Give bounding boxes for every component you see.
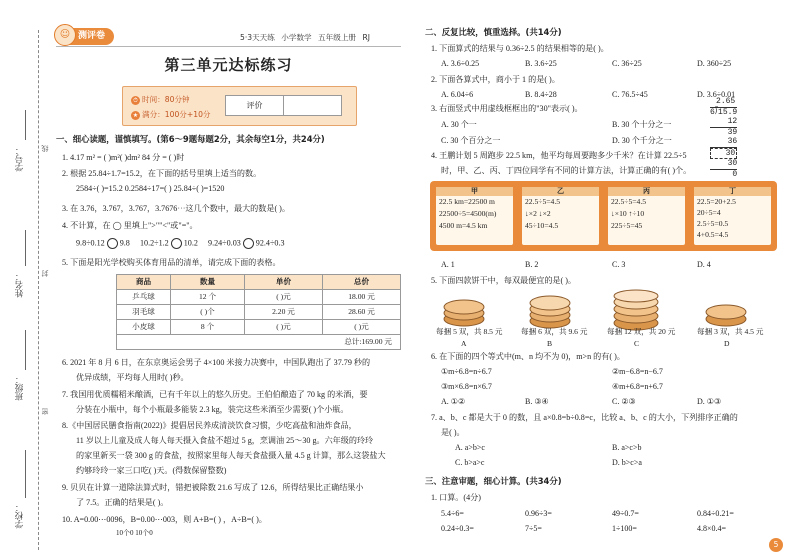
table-cell: 12 个: [171, 290, 245, 305]
compare-circle-1[interactable]: [107, 238, 118, 249]
s1-q8-line4: 约够玲玲一家三口吃( )天。(得数保留整数): [76, 466, 227, 475]
s2-q1-opt-b[interactable]: B. 3.6÷25: [525, 59, 557, 68]
s1-q8-line3: 的家里新买一袋 300 g 的食盐，按照家里每人每天食盐摄入量 4.5 g 计算，那么这袋盐大: [76, 451, 386, 460]
compare-right-3: 92.4÷0.3: [255, 238, 285, 248]
division-quotient: 2.65: [710, 97, 737, 108]
s2-q6-eq4: ④m+6.8=n+6.7: [612, 382, 663, 391]
s2-q3: 3. 右面竖式中用虚线框框出的"30"表示( )。: [431, 104, 583, 113]
student-id-label: 学号：: [14, 146, 24, 172]
section2-title: 二、反复比较，慎重选择。(共14分): [425, 27, 562, 37]
compare-right-1: 9.8: [119, 238, 130, 248]
s1-q9-line: 了 7.5。正确的结果是( )。: [76, 498, 169, 507]
method-ding: [694, 187, 771, 245]
s2-q1-opt-a[interactable]: A. 3.6÷0.25: [441, 59, 480, 68]
grade-table: [225, 95, 342, 116]
division-step: 36: [710, 137, 737, 148]
table-header-row: [117, 275, 401, 290]
header-bar: [56, 28, 114, 45]
long-division: [710, 97, 737, 179]
table-row: [117, 290, 401, 305]
table-cell: 18.00 元: [323, 290, 401, 305]
section1-title: 一、细心读题，谨慎填写。(第6～9题每题2分，其余每空1分，共24分): [56, 134, 325, 144]
s2-q3-opt-c[interactable]: C. 30 个百分之一: [441, 136, 501, 145]
logo-label: 测评卷: [78, 31, 106, 42]
table-cell: 小皮球: [117, 320, 171, 335]
s2-q2-opt-b[interactable]: B. 8.4÷28: [525, 90, 557, 99]
s1-q2-line: 2584÷( )=15.2 0.2584÷17=( ) 25.84÷( )=1520: [76, 184, 225, 193]
grade-label: 评价: [226, 96, 284, 116]
compare-right-2: 10.2: [183, 238, 198, 248]
method-head: 丁: [694, 187, 771, 196]
oral-calc-item[interactable]: 0.96÷3=: [525, 509, 552, 518]
page-title: 第三单元达标练习: [164, 56, 293, 74]
grade-field[interactable]: [284, 96, 342, 116]
compare-left-2: 10.2÷1.2: [139, 238, 169, 248]
oral-calc-item[interactable]: 0.24÷0.3=: [441, 524, 474, 533]
method-line: 225÷5=45: [611, 221, 643, 230]
name-field[interactable]: [25, 230, 26, 266]
compare-left-3: 9.24÷0.03: [208, 238, 241, 248]
s3-q1: 1. 口算。(4分): [431, 493, 481, 502]
cookie-caption-a: 每捆 5 双，共 8.5 元: [436, 327, 503, 336]
s1-q10-subscript: 10个0 10个0: [116, 529, 153, 537]
cookie-caption-b: 每捆 6 双，共 9.6 元: [521, 327, 588, 336]
s2-q1: 1. 下面算式的结果与 0.36÷2.5 的结果相等的是( )。: [431, 44, 609, 53]
division-step: 12: [710, 117, 737, 128]
compare-circle-2[interactable]: [171, 238, 182, 249]
s2-q7-opt-d[interactable]: D. b>c>a: [612, 458, 642, 467]
cut-line: [38, 30, 39, 550]
s1-q5: 5. 下面是阳光学校购买体育用品的清单，请完成下面的表格。: [62, 258, 281, 267]
time-info: [131, 95, 190, 105]
s1-q7-line: 分装在小瓶中，每个小瓶最多能装 2.3 kg，装完这些米酒至少需要( )个小瓶。: [76, 405, 349, 414]
table-cell: 乒乓球: [117, 290, 171, 305]
method-line: ↓×10 ↑÷10: [611, 209, 645, 218]
s2-q7: 7. a、b、c 都是大于 0 的数，且 a×0.8=b÷0.8=c，比较 a、b、c 的大小，下列排序正确的: [431, 413, 738, 422]
s2-q6-opt-a[interactable]: A. ①②: [441, 397, 466, 406]
s1-q4-items: [76, 238, 285, 249]
time-text: 时间：80分钟: [142, 95, 190, 104]
s1-q9: 9. 贝贝在计算一道除法算式时，错把被除数 21.6 写成了 12.6，所得结果比正确结果小: [62, 483, 364, 492]
methods-strip: [430, 181, 777, 251]
compare-left-1: 9.8÷0.12: [76, 238, 105, 248]
division-dividend: 6⟌15.9: [710, 107, 738, 117]
star-icon: ★: [132, 111, 139, 119]
gutter-mark-dense: 密: [41, 408, 49, 415]
oral-calc-item[interactable]: 49÷0.7=: [612, 509, 639, 518]
method-bing: [608, 187, 685, 245]
school-field[interactable]: [25, 450, 26, 498]
s2-q6-eq3: ③m×6.8=n×6.7: [441, 382, 492, 391]
division-step: 30: [710, 159, 737, 170]
cookie-caption-d: 每捆 3 双，共 4.5 元: [697, 327, 764, 336]
s2-q6: 6. 在下面的四个等式中(m、n 均不为 0)，m>n 的有( )。: [431, 352, 625, 361]
s2-q6-eq1: ①m÷6.8=n÷6.7: [441, 367, 492, 376]
method-line: 22.5÷5=4.5: [611, 197, 647, 206]
s1-q2: 2. 根据 25.84÷1.7=15.2，在下面的括号里填上适当的数。: [62, 169, 262, 178]
cookie-pack-a[interactable]: [444, 300, 484, 326]
s2-q4-opt-c[interactable]: C. 3: [612, 260, 626, 269]
cookie-letter-b[interactable]: B: [547, 339, 553, 348]
method-line: ↓×2 ↓×2: [525, 209, 551, 218]
oral-calc-item[interactable]: 1÷100=: [612, 524, 637, 533]
s2-q2: 2. 下面各算式中，商小于 1 的是( )。: [431, 75, 560, 84]
method-line: 22.5÷5=4.5: [525, 197, 561, 206]
table-total-row: [117, 335, 401, 350]
school-label: 学校：: [14, 503, 24, 529]
table-row: [117, 305, 401, 320]
col-total: 总价: [323, 275, 401, 290]
cookie-caption-c: 每捆 12 双，共 20 元: [607, 327, 676, 336]
table-cell: 8 个: [171, 320, 245, 335]
s2-q7-opt-a[interactable]: A. a>b>c: [455, 443, 485, 452]
section3-title: 三、注意审题，细心计算。(共34分): [425, 476, 562, 486]
s1-q1: 1. 4.17 m² = ( )m²( )dm² 84 分 = ( )时: [62, 153, 185, 162]
s2-q2-opt-a[interactable]: A. 6.04÷6: [441, 90, 474, 99]
purchase-table: [116, 274, 401, 350]
cookie-letter-a[interactable]: A: [461, 339, 467, 348]
s1-q8-line2: 11 岁以上儿童及成人每人每天摄入食盐不超过 5 g，烹调油 25～30 g。六年级的玲玲: [76, 436, 374, 445]
method-jia: [436, 187, 513, 245]
s2-q7-opt-c[interactable]: C. b>a>c: [455, 458, 485, 467]
cookie-letter-d[interactable]: D: [724, 339, 730, 348]
s1-q4: 4. 不计算，在 ◯ 里填上">""<"或"="。: [62, 221, 198, 230]
cookie-pack-b[interactable]: [530, 296, 570, 328]
method-line: 4500 m=4.5 km: [439, 221, 488, 230]
s1-q6: 6. 2021 年 8 月 6 日，在东京奥运会男子 4×100 米接力决赛中，中国队跑出了 37.79 秒的: [62, 358, 371, 367]
mascot-icon: ☺: [54, 24, 76, 46]
cookie-pack-d[interactable]: [706, 305, 746, 326]
oral-calc-item[interactable]: 5.4÷6=: [441, 509, 464, 518]
page-number: 5: [769, 538, 783, 552]
method-head: 乙: [522, 187, 599, 196]
col-price: 单价: [245, 275, 323, 290]
s2-q7-line: 是( )。: [441, 428, 465, 437]
method-line: 22.5=20+2.5: [697, 197, 736, 206]
table-total: 总计:169.00 元: [117, 335, 401, 350]
s2-q2-opt-c[interactable]: C. 76.5÷45: [612, 90, 648, 99]
s2-q6-eq2: ②m−6.8=n−6.7: [612, 367, 663, 376]
s2-q3-opt-d[interactable]: D. 30 个千分之一: [612, 136, 672, 145]
division-step: 39: [727, 127, 738, 137]
compare-circle-3[interactable]: [243, 238, 254, 249]
s1-q7: 7. 我国用优质糯稻米酿酒，已有千年以上的悠久历史。王伯伯酿造了 70 kg 的米酒，要: [62, 390, 368, 399]
oral-calc-item[interactable]: 4.8×0.4=: [697, 524, 727, 533]
oral-calc-item[interactable]: 0.84÷0.21=: [697, 509, 734, 518]
cookie-letter-c[interactable]: C: [634, 339, 640, 348]
header-divider: [56, 46, 401, 47]
method-yi: [522, 187, 599, 245]
method-line: 4+0.5=4.5: [697, 230, 729, 239]
method-head: 甲: [436, 187, 513, 196]
table-cell: 羽毛球: [117, 305, 171, 320]
table-cell-answer[interactable]: ( )元: [323, 320, 401, 335]
score-info: [131, 110, 211, 120]
s1-q10: 10. A=0.00⋯0096，B=0.00⋯003，则 A+B=( ) ，A÷B=( )。: [62, 515, 267, 524]
table-cell-answer[interactable]: ( )元: [245, 320, 323, 335]
s2-q4-line: 时，甲、乙、丙、丁四位同学有不同的计算方法，计算正确的有( )个。: [441, 166, 692, 175]
gutter-mark-seal: 封: [41, 270, 49, 277]
s2-q5: 5. 下面四款饼干中，每双最便宜的是( )。: [431, 276, 577, 285]
oral-calc-item[interactable]: 7÷5=: [525, 524, 542, 533]
name-label: 姓名：: [14, 272, 24, 298]
s2-q6-opt-c[interactable]: C. ②③: [612, 397, 636, 406]
gutter-mark-line: 线: [41, 145, 49, 152]
col-item: 商品: [117, 275, 171, 290]
method-line: 22500÷5=4500(m): [439, 209, 497, 218]
division-remainder: 0: [732, 169, 738, 179]
table-row: [117, 320, 401, 335]
s2-q4: 4. 王鹏计划 5 周跑步 22.5 km，他平均每周要跑多少千米？在计算 22.5÷5: [431, 151, 687, 160]
col-qty: 数量: [171, 275, 245, 290]
method-line: 20÷5=4: [697, 208, 721, 217]
s2-q3-opt-a[interactable]: A. 30 个一: [441, 120, 477, 129]
s2-q1-opt-d[interactable]: D. 360÷25: [697, 59, 732, 68]
s1-q8: 8.《中国居民膳食指南(2022)》提倡居民养成清淡饮食习惯，少吃高盐和油炸食品，: [62, 421, 357, 430]
s2-q6-opt-d[interactable]: D. ①③: [697, 397, 722, 406]
student-id-field[interactable]: [25, 110, 26, 140]
info-box: [122, 86, 357, 126]
logo: [56, 28, 114, 45]
s2-q6-opt-b[interactable]: B. ③④: [525, 397, 549, 406]
table-cell-answer[interactable]: ( )个: [171, 305, 245, 320]
class-field[interactable]: [25, 330, 26, 370]
table-cell: 28.60 元: [323, 305, 401, 320]
s2-q1-opt-c[interactable]: C. 36÷25: [612, 59, 642, 68]
division-highlight-box: 30: [710, 148, 737, 160]
cookie-pack-c[interactable]: [614, 290, 658, 330]
class-label: 班级：: [14, 375, 24, 401]
s2-q7-opt-b[interactable]: B. a>c>b: [612, 443, 642, 452]
method-line: 2.5÷5=0.5: [697, 219, 729, 228]
table-cell-answer[interactable]: ( )元: [245, 290, 323, 305]
s2-q4-opt-b[interactable]: B. 2: [525, 260, 539, 269]
method-line: 22.5 km=22500 m: [439, 197, 495, 206]
score-text: 满分：100分+10分: [142, 110, 211, 119]
s2-q3-opt-b[interactable]: B. 30 个十分之一: [612, 120, 672, 129]
s2-q4-opt-d[interactable]: D. 4: [697, 260, 711, 269]
method-head: 丙: [608, 187, 685, 196]
clock-icon: ⏱: [131, 96, 140, 105]
binding-gutter: [0, 0, 50, 558]
table-cell: 2.20 元: [245, 305, 323, 320]
series-title: 5·3天天练 小学数学 五年级上册 RJ: [240, 33, 370, 42]
s1-q3: 3. 在 3.76，3.767，3.767，3.7676⋯这几个数中，最大的数是( )。: [62, 204, 290, 213]
method-line: 45÷10=4.5: [525, 221, 559, 230]
s2-q2-opt-d[interactable]: D. 3.6÷0.01: [697, 90, 736, 99]
s1-q6-line: 优异成绩，平均每人用时( )秒。: [76, 373, 189, 382]
s2-q4-opt-a[interactable]: A. 1: [441, 260, 455, 269]
